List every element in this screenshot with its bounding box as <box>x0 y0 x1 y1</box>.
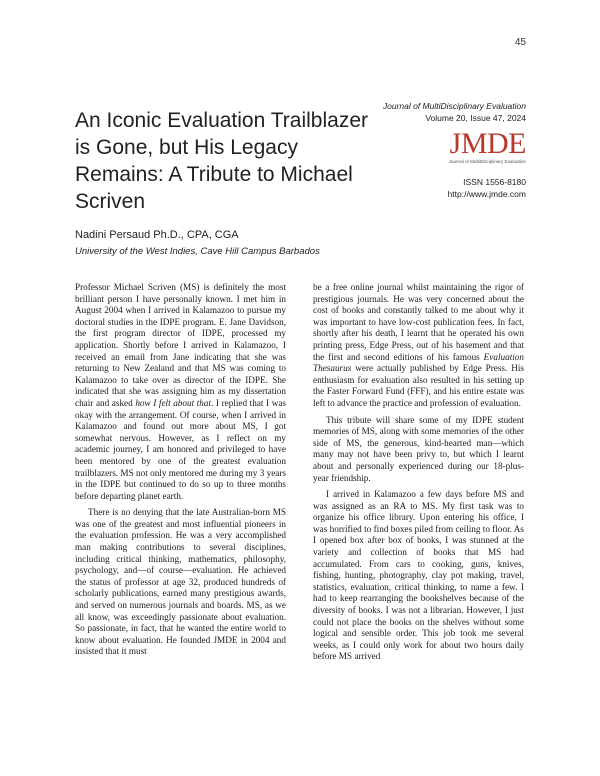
text-run: Professor Michael Scriven (MS) is definitely the most brilliant person I have personally known. I met him in August 2004 when I arrived in Kalamazoo to pursue my doctoral studies in the IDPE program. E. Jane Davidson, the first program director of IDPE, processed my application. Shortly before I arrived in Kalamazoo, I received an email from Jane indicating that she was returning to New Zealand and that MS was coming to Kalamazoo to take over as director of the IDPE. She indicated that she was assigning him as my dissertation chair and asked <box>75 282 286 408</box>
paragraph <box>75 282 286 502</box>
paragraph: This tribute will share some of my IDPE student memories of MS, along with some memories of the other side of MS, the generous, kind-hearted man—which many may not have been privy to, but which I learnt about and personally experienced during our 18-plus-year friendship. <box>313 414 524 483</box>
logo-mark: JMDE <box>449 127 526 160</box>
journal-name: Journal of MultiDisciplinary Evaluation <box>382 101 526 111</box>
paragraph: There is no denying that the late Australian-born MS was one of the greatest and most influential pioneers in the evaluation profession. He was a very accomplished man making contributions to several disciplines, including critical thinking, mathematics, philosophy, psychology, and—of course—evaluation. He achieved the status of professor at age 32, produced hundreds of scholarly publications, earned many prestigious awards, and served on numerous journals and boards. MS, as we all know, was exceedingly passionate about evaluation. So passionate, in fact, that he wanted the entire world to know about evaluation. He founded JMDE in 2004 and insisted that it must <box>75 507 286 657</box>
body-column-left <box>75 282 286 658</box>
paragraph: I arrived in Kalamazoo a few days before MS and was assigned as an RA to MS. My first task was to organize his office library. Upon entering his office, I was horrified to find boxes piled from ceiling to floor. As I opened box after box of books, I was stunned at the variety and collection of books that MS had accumulated. From cars to cooking, guns, knives, fishing, hunting, photography, clay pot making, travel, statistics, evaluation, critical thinking, to name a few. I had to keep rearranging the bookshelves because of the diversity of books. I was not a librarian. However, I just could not place the books on the shelves without some logical and sensible order. This job took me several weeks, as I could only work for about two hours daily before MS arrived <box>313 489 524 662</box>
paragraph <box>313 282 524 410</box>
issn: ISSN 1556-8180 <box>463 177 526 187</box>
page-number: 45 <box>514 37 526 48</box>
journal-url: http://www.jmde.com <box>447 189 526 199</box>
jmde-logo <box>448 127 526 165</box>
volume-issue: Volume 20, Issue 47, 2024 <box>425 113 526 123</box>
emphasis: Evaluation Thesaurus <box>313 351 524 374</box>
author-name: Nadini Persaud Ph.D., CPA, CGA <box>75 229 239 241</box>
emphasis: how I felt about that <box>135 397 212 408</box>
logo-subtitle: Journal of MultiDisciplinary Evaluation <box>448 159 526 164</box>
author-affiliation: University of the West Indies, Cave Hill Campus Barbados <box>75 246 320 257</box>
article-title: An Iconic Evaluation Trailblazer is Gone, but His Legacy Remains: A Tribute to Michael Scriven <box>75 109 368 213</box>
body-column-right <box>313 282 524 663</box>
text-run: . I replied that I was okay with the arrangement. Of course, when I arrived in Kalamazoo and found out more about MS, I got somewhat nervous. However, as I reflect on my academic journey, I am honored and privileged to have been mentored by one of the greatest evaluation trailblazers. MS not only mentored me during my 3 years in the IDPE but continued to do so up to three months before departing planet earth. <box>75 397 286 501</box>
text-run: were actually published by Edge Press. His enthusiasm for evaluation also resulted in his setting up the Faster Forward Fund (FFF), and his entire estate was left to advance the practice and profession of evaluation. <box>313 363 524 408</box>
text-run: be a free online journal whilst maintaining the rigor of prestigious journals. He was very concerned about the cost of books and constantly talked to me about why it was important to have low-cost publication fees. In fact, shortly after his death, I learnt that he operated his own printing press, Edge Press, out of his basement and that the first and second editions of his famous <box>313 282 524 362</box>
journal-block <box>326 100 526 200</box>
